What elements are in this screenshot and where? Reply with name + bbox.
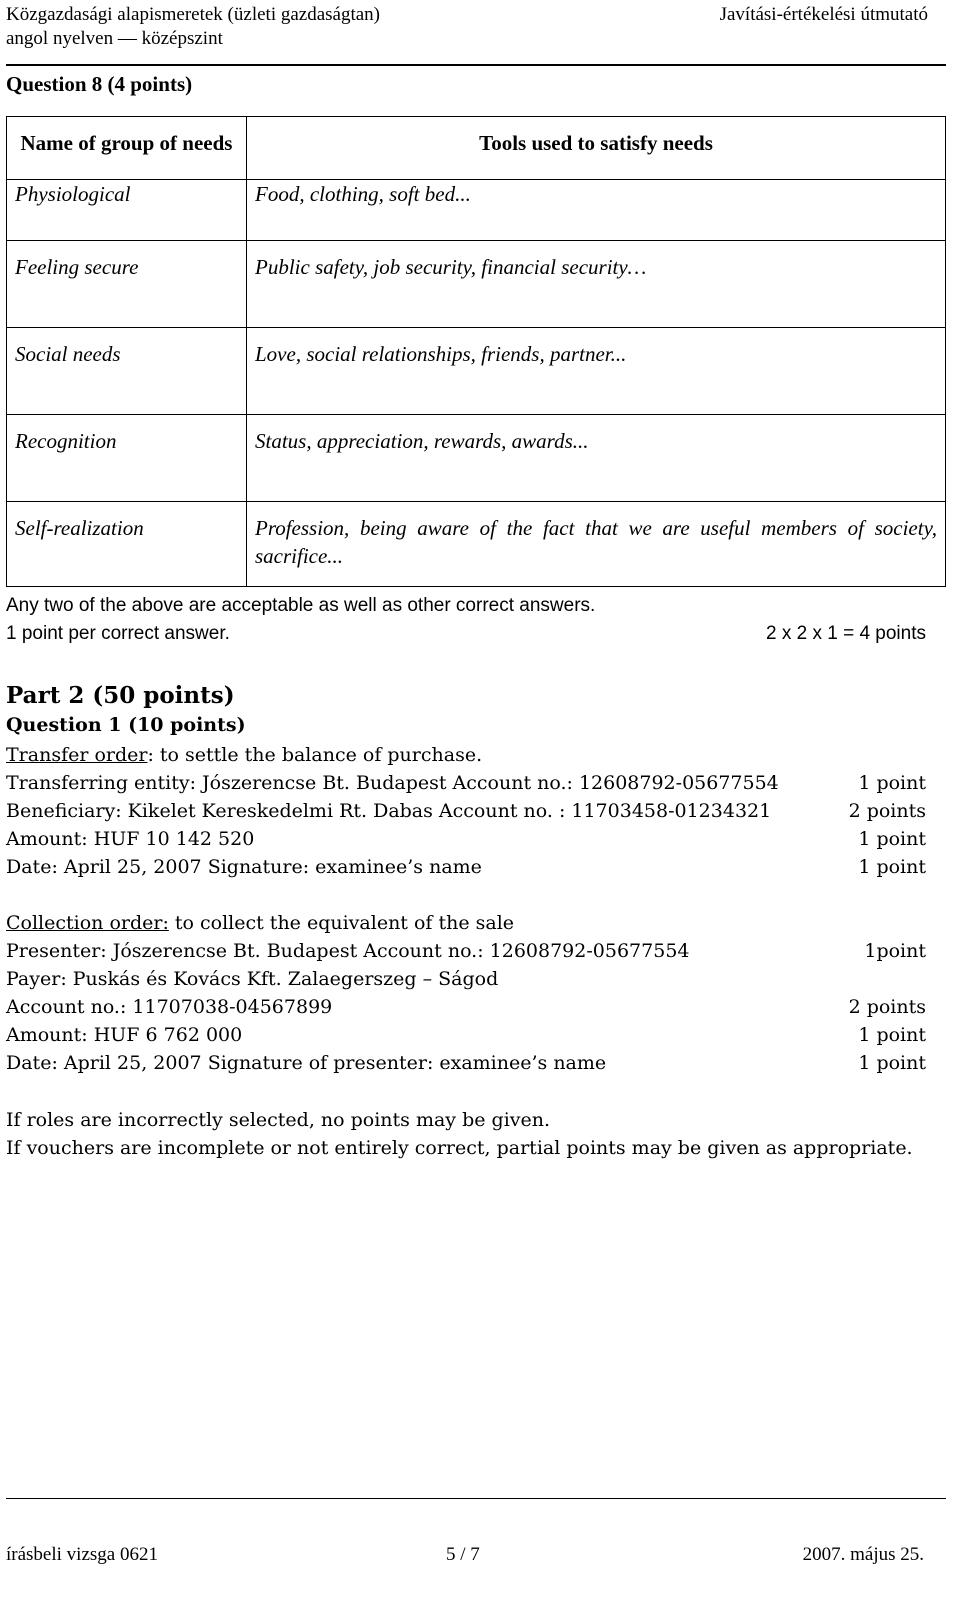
table-row bbox=[7, 502, 946, 587]
table-row bbox=[7, 241, 946, 328]
need-group-name: Recognition bbox=[15, 429, 117, 453]
need-tools: Public safety, job security, financial security… bbox=[255, 255, 647, 279]
header-level: angol nyelven — középszint bbox=[6, 28, 223, 49]
collection-points: 1 point bbox=[858, 1052, 926, 1074]
collection-detail: Payer: Puskás és Kovács Kft. Zalaegerszeg – Ságod bbox=[6, 968, 499, 990]
transfer-detail: Transferring entity: Jószerencse Bt. Budapest Account no.: 12608792-05677554 bbox=[6, 772, 779, 794]
header-subject: Közgazdasági alapismeretek (üzleti gazdaságtan) bbox=[6, 4, 381, 25]
transfer-detail: Beneficiary: Kikelet Kereskedelmi Rt. Dabas Account no. : 11703458-01234321 bbox=[6, 800, 772, 822]
collection-points: 1point bbox=[864, 940, 926, 962]
need-group-name: Physiological bbox=[15, 182, 131, 206]
roles-note: If roles are incorrectly selected, no points may be given. bbox=[6, 1109, 551, 1131]
need-group-name: Social needs bbox=[15, 342, 121, 366]
transfer-points: 2 points bbox=[848, 800, 926, 822]
footer-page-number: 5 / 7 bbox=[446, 1544, 480, 1565]
table-row bbox=[7, 328, 946, 415]
vouchers-note: If vouchers are incomplete or not entirely correct, partial points may be given as appropriate. bbox=[6, 1137, 913, 1159]
collection-points: 1 point bbox=[858, 1024, 926, 1046]
transfer-order-purpose: : to settle the balance of purchase. bbox=[147, 744, 483, 766]
footer-exam-code: írásbeli vizsga 0621 bbox=[6, 1544, 158, 1565]
transfer-order-line bbox=[6, 741, 482, 769]
collection-order-purpose: to collect the equivalent of the sale bbox=[168, 912, 515, 934]
need-tools: Love, social relationships, friends, partner... bbox=[255, 342, 627, 366]
footer-date: 2007. május 25. bbox=[802, 1544, 924, 1565]
question8-note-acceptable: Any two of the above are acceptable as well as other correct answers. bbox=[6, 595, 596, 616]
collection-detail: Presenter: Jószerencse Bt. Budapest Account no.: 12608792-05677554 bbox=[6, 940, 690, 962]
needs-table bbox=[6, 116, 946, 587]
question8-score: 2 x 2 x 1 = 4 points bbox=[765, 623, 926, 644]
table-row bbox=[7, 415, 946, 502]
need-tools: Food, clothing, soft bed... bbox=[255, 182, 471, 206]
transfer-points: 1 point bbox=[858, 772, 926, 794]
collection-order-label: Collection order: bbox=[6, 912, 169, 934]
transfer-points: 1 point bbox=[858, 856, 926, 878]
header-guide-title: Javítási-értékelési útmutató bbox=[719, 4, 928, 25]
need-group-name: Feeling secure bbox=[15, 255, 139, 279]
transfer-order-label: Transfer order bbox=[6, 744, 148, 766]
transfer-detail: Amount: HUF 10 142 520 bbox=[6, 828, 255, 850]
collection-detail: Amount: HUF 6 762 000 bbox=[6, 1024, 243, 1046]
header-rule bbox=[6, 64, 946, 66]
needs-table-header bbox=[7, 117, 946, 180]
need-tools: Status, appreciation, rewards, awards... bbox=[255, 429, 589, 453]
collection-order-line bbox=[6, 909, 514, 937]
part2-title: Part 2 (50 points) bbox=[6, 682, 235, 709]
col-header-tools: Tools used to satisfy needs bbox=[247, 117, 946, 180]
question8-note-per-answer: 1 point per correct answer. bbox=[6, 623, 230, 644]
col-header-group: Name of group of needs bbox=[7, 117, 247, 180]
part2-question1-title: Question 1 (10 points) bbox=[6, 714, 246, 736]
table-row bbox=[7, 180, 946, 241]
collection-points: 2 points bbox=[848, 996, 926, 1018]
footer-rule bbox=[6, 1498, 946, 1499]
need-group-name: Self-realization bbox=[15, 516, 144, 540]
transfer-detail: Date: April 25, 2007 Signature: examinee’s name bbox=[6, 856, 482, 878]
collection-detail: Account no.: 11707038-04567899 bbox=[6, 996, 333, 1018]
collection-detail: Date: April 25, 2007 Signature of presenter: examinee’s name bbox=[6, 1052, 607, 1074]
question8-title: Question 8 (4 points) bbox=[6, 72, 193, 96]
need-tools: Profession, being aware of the fact that we are useful members of society, sacrifice... bbox=[255, 516, 937, 568]
transfer-points: 1 point bbox=[858, 828, 926, 850]
